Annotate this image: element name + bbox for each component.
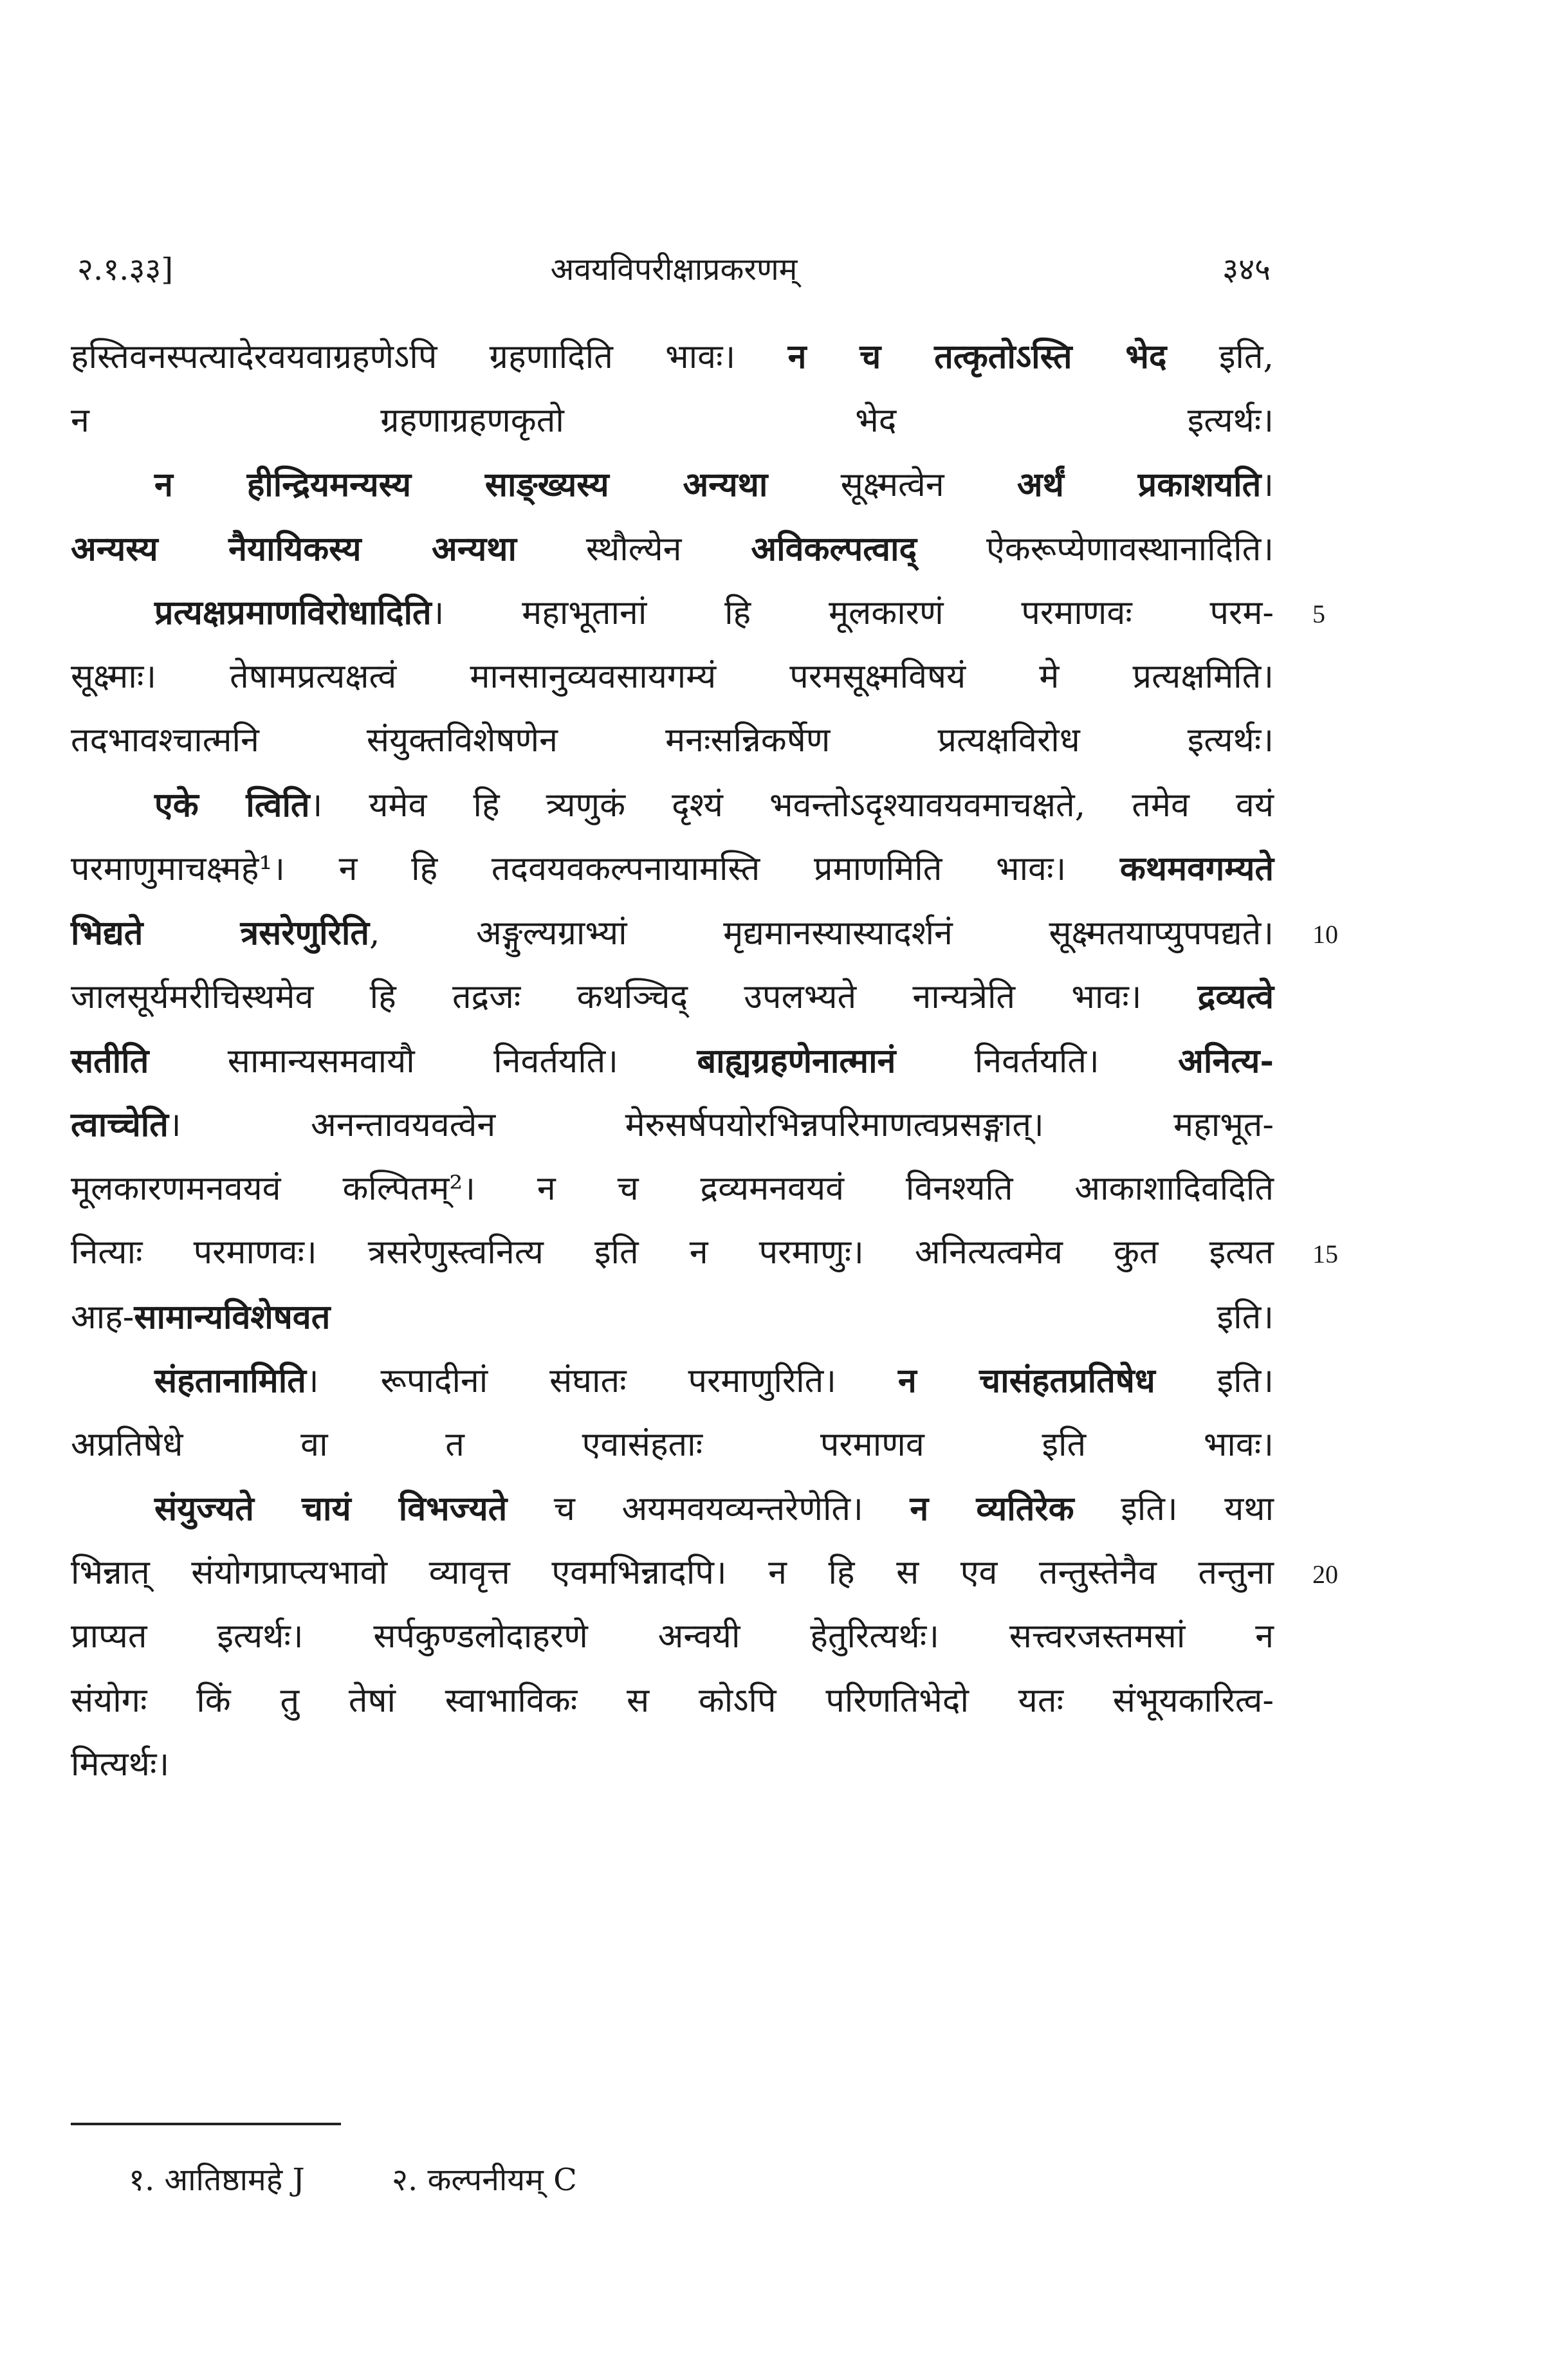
line-number: 15	[1312, 1240, 1338, 1268]
gloss-text: इति। यथा	[1074, 1490, 1274, 1528]
header-section-number: २.१.३३]	[77, 252, 174, 288]
lemma-text: संयुज्यते चायं विभज्यते	[154, 1489, 508, 1528]
text-line	[71, 1221, 1274, 1285]
lemma-text: बाह्यग्रहणेनात्मानं	[697, 1041, 896, 1081]
text-line	[71, 1285, 1274, 1350]
gloss-text: , अङ्गुल्यग्राभ्यां मृद्यमानस्यास्यादर्शनं सूक्ष्मतयाप्युपपद्यते।	[369, 913, 1274, 953]
text-line	[71, 709, 1274, 773]
text-line	[71, 389, 1274, 453]
gloss-text: अप्रतिषेधे वा त एवासंहताः परमाणव इति भावः।	[71, 1425, 1274, 1464]
text-line	[71, 837, 1274, 901]
gloss-text: इति।	[1155, 1362, 1274, 1400]
lemma-text: सतीति	[71, 1041, 149, 1081]
lemma-text: अविकल्पत्वाद्	[751, 529, 917, 569]
gloss-text: सूक्ष्मत्वेन	[767, 466, 1017, 504]
gloss-text: सूक्ष्माः। तेषामप्रत्यक्षत्वं मानसानुव्यवसायगम्यं परमसूक्ष्मविषयं मे प्रत्यक्षमिति।	[71, 657, 1274, 696]
text-line	[71, 453, 1274, 517]
gloss-text: प्राप्यत इत्यर्थः। सर्पकुण्डलोदाहरणे अन्वयी हेतुरित्यर्थः। सत्त्वरजस्तमसां न	[71, 1617, 1274, 1656]
text-line	[71, 1093, 1274, 1157]
gloss-text: नित्याः परमाणवः। त्रसरेणुस्त्वनित्य इति न परमाणुः। अनित्यत्वमेव कुत इत्यत	[71, 1233, 1274, 1272]
gloss-text: ऐकरूप्येणावस्थानादिति।	[917, 529, 1274, 569]
lemma-text: संहतानामिति	[154, 1361, 306, 1400]
lemma-text: प्रत्यक्षप्रमाणविरोधादिति	[154, 593, 432, 632]
lemma-text: सामान्यविशेषवत	[134, 1297, 331, 1337]
lemma-text: न च तत्कृतोऽस्ति भेद	[787, 337, 1167, 376]
lemma-text: अर्थं प्रकाशयति	[1016, 465, 1262, 504]
text-line	[71, 517, 1274, 581]
gloss-text: आह-	[71, 1297, 134, 1337]
gloss-text: भिन्नात् संयोगप्राप्त्यभावो व्यावृत्त एवमभिन्नादपि। न हि स एव तन्तुस्तेनैव तन्तुना	[71, 1553, 1274, 1592]
header-page-number: ३४५	[1222, 252, 1271, 288]
lemma-text: अन्यस्य नैयायिकस्य अन्यथा	[71, 529, 517, 569]
gloss-text: सामान्यसमवायौ निवर्तयति।	[149, 1041, 697, 1081]
footnote-1: १. आतिष्ठामहे J	[129, 2162, 305, 2198]
gloss-text: न ग्रहणाग्रहणकृतो भेद इत्यर्थः।	[71, 401, 1274, 440]
text-line	[71, 1733, 1274, 1797]
line-number: 20	[1312, 1559, 1338, 1589]
text-line	[71, 1541, 1274, 1606]
gloss-text: तदभावश्चात्मनि संयुक्तविशेषणेन मनःसन्निकर्षेण प्रत्यक्षविरोध इत्यर्थः।	[71, 721, 1274, 760]
lemma-text: भिद्यते त्रसरेणुरिति	[71, 913, 370, 953]
running-header	[77, 248, 1271, 306]
commentary-text	[71, 325, 1274, 1797]
gloss-text: स्थौल्येन	[516, 529, 751, 569]
lemma-text: अनित्य-	[1178, 1041, 1274, 1081]
gloss-text: हस्तिवनस्पत्यादेरवयवाग्रहणेऽपि ग्रहणादिति भावः।	[71, 338, 788, 376]
footnotes	[129, 2158, 654, 2200]
text-line	[71, 581, 1274, 645]
line-number: 5	[1312, 600, 1325, 628]
gloss-text: मित्यर्थः।	[71, 1745, 170, 1784]
lemma-text: न हीन्द्रियमन्यस्य साङ्ख्यस्य अन्यथा	[154, 465, 768, 504]
gloss-text: । रूपादीनां संघातः परमाणुरिति।	[306, 1362, 898, 1400]
gloss-text: । यमेव हि त्र्यणुकं दृश्यं भवन्तोऽदृश्यावयवमाचक्षते, तमेव वयं	[309, 785, 1274, 825]
text-line	[71, 1157, 1274, 1222]
gloss-text: संयोगः किं तु तेषां स्वाभाविकः स कोऽपि परिणतिभेदो यतः संभूयकारित्व-	[71, 1681, 1274, 1720]
gloss-text: इति।	[330, 1297, 1274, 1337]
text-line	[71, 1413, 1274, 1478]
header-chapter-title: अवयविपरीक्षाप्रकरणम्	[550, 252, 798, 288]
gloss-text: । महाभूतानां हि मूलकारणं परमाणवः परम-	[431, 594, 1274, 632]
lemma-text: न चासंहतप्रतिषेध	[897, 1361, 1155, 1400]
gloss-text: परमाणुमाचक्ष्महे¹। न हि तदवयवकल्पनायामस्ति प्रमाणमिति भावः।	[71, 850, 1120, 888]
text-line	[71, 1477, 1274, 1541]
gloss-text: इति,	[1166, 338, 1274, 376]
gloss-text: निवर्तयति।	[896, 1041, 1179, 1081]
text-line	[71, 645, 1274, 709]
footnote-2: २. कल्पनीयम् C	[392, 2162, 577, 2198]
line-number: 10	[1312, 919, 1338, 949]
footnote-rule	[71, 2123, 341, 2125]
gloss-text: मूलकारणमनवयवं कल्पितम्²। न च द्रव्यमनवयवं विनश्यति आकाशादिवदिति	[71, 1169, 1274, 1208]
lemma-text: न व्यतिरेक	[910, 1489, 1074, 1528]
text-line	[71, 325, 1274, 389]
lemma-text: त्वाच्चेति	[71, 1105, 169, 1144]
text-line	[71, 965, 1274, 1029]
gloss-text: । अनन्तावयवत्वेन मेरुसर्षपयोरभिन्नपरिमाणत्वप्रसङ्गात्। महाभूत-	[168, 1106, 1274, 1144]
text-line	[71, 1669, 1274, 1734]
lemma-text: द्रव्यत्वे	[1197, 977, 1274, 1016]
text-line	[71, 773, 1274, 838]
text-line	[71, 1605, 1274, 1669]
gloss-text: जालसूर्यमरीचिस्थमेव हि तद्रजः कथञ्चिद् उपलभ्यते नान्यत्रेति भावः।	[71, 978, 1198, 1016]
lemma-text: एके त्विति	[154, 785, 310, 825]
text-line	[71, 1029, 1274, 1094]
text-line	[71, 1349, 1274, 1413]
gloss-text: च अयमवयव्यन्तरेणेति।	[507, 1490, 910, 1528]
text-line	[71, 901, 1274, 966]
lemma-text: कथमवगम्यते	[1119, 849, 1274, 888]
gloss-text: ।	[1261, 466, 1274, 504]
